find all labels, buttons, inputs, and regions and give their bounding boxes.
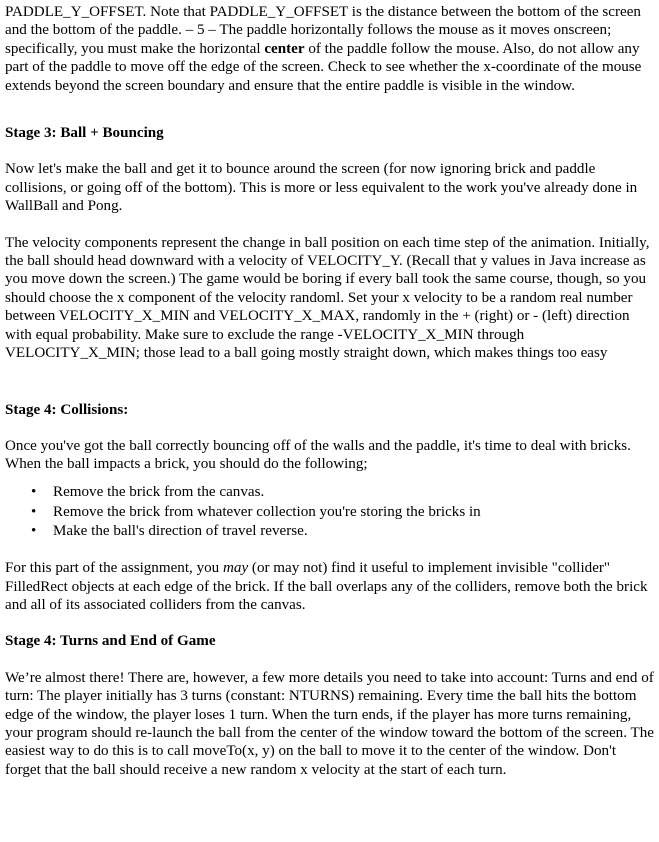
intro-text-pre: PADDLE_Y_OFFSET. Note that PADDLE_Y_OFFSET is the distance between the bottom of the screen and the bottom of the paddle. – 5 – The paddle horizontally follows the mouse as it moves onscreen; specifically, you must make the horizontal — [5, 4, 641, 57]
document-page — [5, 3, 655, 779]
bullet-icon: • — [31, 503, 37, 520]
stage3-paragraph-1: Now let's make the ball and get it to bounce around the screen (for now ignoring brick and paddle collisions, or going off of the bottom). This is more or less equivalent to the work you've already done in WallBall and Pong. — [5, 161, 638, 215]
list-item — [31, 503, 655, 523]
stage4-p2-italic: may — [223, 560, 249, 577]
stage3-heading: Stage 3: Ball + Bouncing — [5, 125, 164, 142]
intro-paragraph — [5, 3, 655, 95]
stage4-p2-post: (or may not) find it useful to implement invisible "collider" FilledRect objects at each edge of the brick. If the ball overlaps any of the colliders, remove both the brick and all of its associated colliders from the canvas. — [5, 560, 648, 613]
stage3-paragraph-2: The velocity components represent the change in ball position on each time step of the animation. Initially, the ball should head downward with a velocity of VELOCITY_Y. (Recall that y values in Java increase as you move down the screen.) The game would be boring if every ball took the same course, though, so you should choose the x component of the velocity randoml. Set your x velocity to be a random real number between VELOCITY_X_MIN and VELOCITY_X_MAX, randomly in the + (right) or - (left) direction with equal probability. Make sure to exclude the range -VELOCITY_X_MIN through VELOCITY_X_MIN; those lead to a ball going mostly straight down, which makes things too easy — [5, 234, 650, 362]
list-item-text: Remove the brick from the canvas. — [53, 483, 265, 500]
list-item-text: Remove the brick from whatever collection you're storing the bricks in — [53, 503, 481, 520]
stage4-heading: Stage 4: Collisions: — [5, 401, 129, 418]
stage4-turns-paragraph: We’re almost there! There are, however, a few more details you need to take into account: Turns and end of turn: The player initially has 3 turns (constant: NTURNS) remaining. Every time the ball hits the bottom edge of the window, the player loses 1 turn. When the turn ends, if the player has more turns remaining, your program should re-launch the ball from the center of the window toward the bottom of the screen. The easiest way to do this is to call moveTo(x, y) on the ball to move it to the center of the window. Don't forget that the ball should receive a new random x velocity at the start of each turn. — [5, 669, 654, 778]
list-item-text: Make the ball's direction of travel reverse. — [53, 523, 308, 540]
stage4-paragraph-1: Once you've got the ball correctly bouncing off of the walls and the paddle, it's time to deal with bricks. When the ball impacts a brick, you should do the following; — [5, 437, 631, 473]
stage4-p2-pre: For this part of the assignment, you — [5, 560, 223, 577]
bullet-icon: • — [31, 523, 37, 540]
stage4-bullet-list — [5, 483, 655, 542]
list-item — [31, 483, 655, 503]
list-item — [31, 522, 655, 542]
stage4-paragraph-2 — [5, 559, 655, 614]
intro-text-bold: center — [264, 40, 305, 57]
bullet-icon: • — [31, 483, 37, 500]
intro-text-post: of the paddle follow the mouse. Also, do not allow any part of the paddle to move off the edge of the screen. Check to see whether the x-coordinate of the mouse extends beyond the screen boundary and ensure that the entire paddle is visible in the window. — [5, 40, 642, 94]
stage4-turns-heading: Stage 4: Turns and End of Game — [5, 633, 216, 650]
